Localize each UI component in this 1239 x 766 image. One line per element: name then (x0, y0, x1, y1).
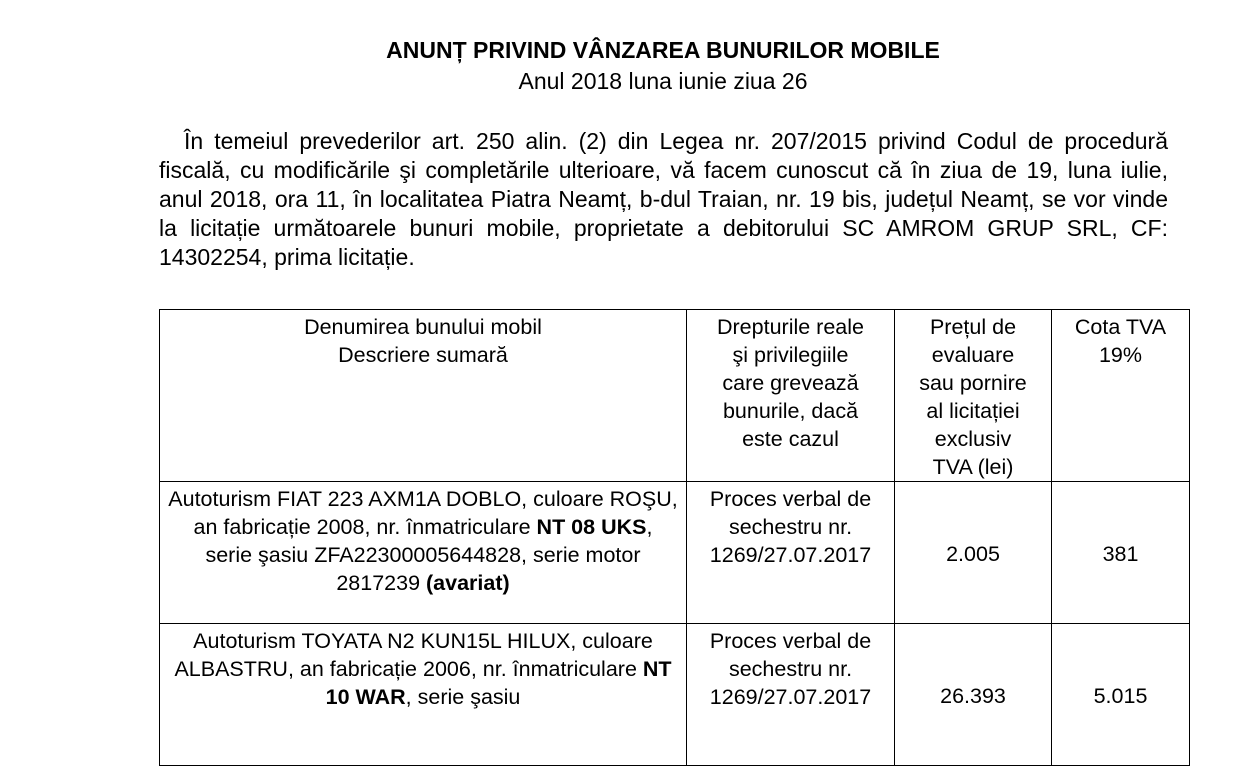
header-line: al licitației (926, 399, 1020, 423)
cell-description (160, 482, 687, 624)
document-date: Anul 2018 luna iunie ziua 26 (518, 68, 808, 94)
header-line: TVA (lei) (932, 455, 1014, 479)
header-line: exclusiv (934, 427, 1012, 451)
table-header-row (160, 310, 1190, 482)
cell-vat: 381 (1052, 482, 1190, 624)
header-line: evaluare (931, 343, 1015, 367)
header-line: Drepturile reale (717, 315, 864, 339)
goods-table (159, 309, 1190, 766)
description-text: , serie şasiu ZFA22300005644828, serie motor 2817239 (205, 515, 653, 595)
header-rights (687, 310, 895, 482)
registration-number: NT 08 UKS (536, 515, 647, 539)
header-line: Denumirea bunului mobil (304, 315, 542, 339)
table-row (160, 624, 1190, 766)
header-line: Descriere sumară (338, 343, 508, 367)
cell-vat: 5.015 (1052, 624, 1190, 766)
description-text: , serie şasiu (405, 685, 521, 709)
registration-number: NT 10 WAR (325, 657, 672, 709)
header-line: 19% (1098, 343, 1143, 367)
description-text: Autoturism FIAT 223 AXM1A DOBLO, culoare ROŞU, an fabricație 2008, nr. înmatriculare (168, 487, 678, 539)
table-row (160, 482, 1190, 624)
header-line: este cazul (742, 427, 839, 451)
document-title: ANUNȚ PRIVIND VÂNZAREA BUNURILOR MOBILE (386, 37, 940, 63)
intro-paragraph: În temeiul prevederilor art. 250 alin. (2) din Legea nr. 207/2015 privind Codul de procedură fiscală, cu modificările şi completările ulterioare, vă facem cunoscut că în ziua de 19, luna iulie, anul 2018, ora 11, în localitatea Piatra Neamț, b-dul Traian, nr. 19 bis, județul Neamț, se vor vinde la licitație următoarele bunuri mobile, proprietate a debitorului SC AMROM GRUP SRL, CF: 14302254, prima licitație. (159, 128, 1168, 270)
description-text: Autoturism TOYATA N2 KUN15L HILUX, culoare ALBASTRU, an fabricație 2006, nr. înmatriculare (174, 629, 653, 681)
header-description (160, 310, 687, 482)
header-line: Cota TVA (1074, 315, 1167, 339)
header-vat (1052, 310, 1190, 482)
header-line: bunurile, dacă (722, 399, 859, 423)
cell-rights: Proces verbal de sechestru nr. 1269/27.07.2017 (687, 482, 895, 624)
cell-rights: Proces verbal de sechestru nr. 1269/27.07.2017 (687, 624, 895, 766)
cell-price: 26.393 (895, 624, 1052, 766)
header-line: sau pornire (919, 371, 1027, 395)
damage-note: (avariat) (426, 571, 510, 595)
header-price (895, 310, 1052, 482)
cell-price: 2.005 (895, 482, 1052, 624)
header-line: care grevează (722, 371, 859, 395)
cell-description (160, 624, 687, 766)
header-line: şi privilegiile (732, 343, 849, 367)
header-line: Prețul de (929, 315, 1017, 339)
